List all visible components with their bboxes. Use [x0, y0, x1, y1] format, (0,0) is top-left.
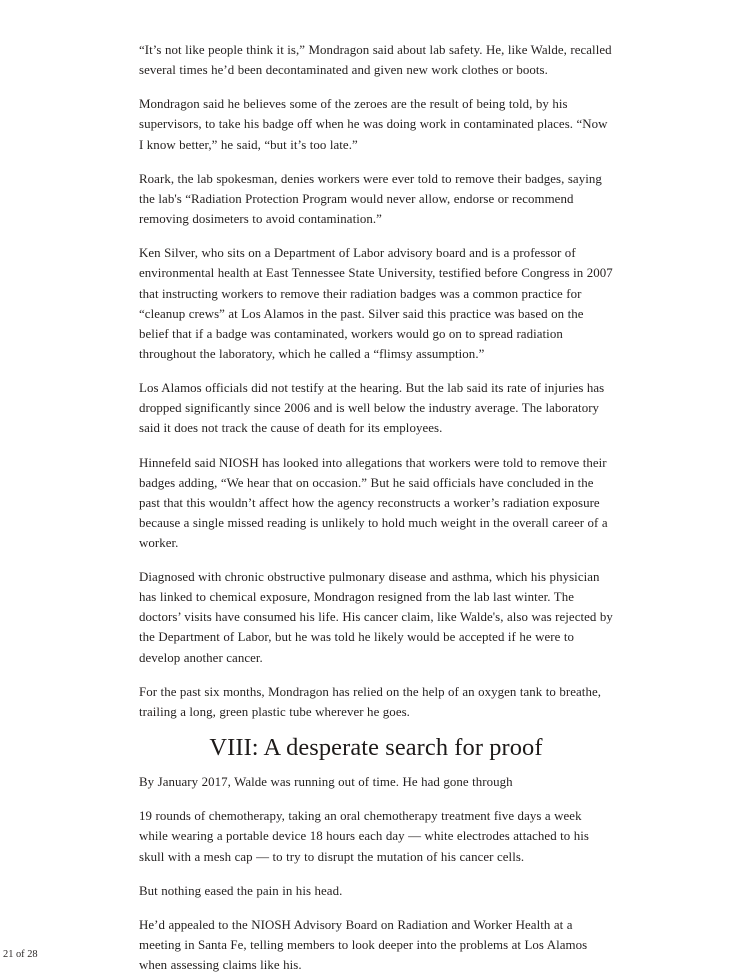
article-paragraph: Roark, the lab spokesman, denies workers were ever told to remove their badges, saying the lab's “Radiation Protection Program would never allow, endorse or recommend removing dosimeters to avoid contamination.”	[139, 171, 602, 227]
article-body	[139, 40, 613, 975]
article-paragraph: Hinnefeld said NIOSH has looked into allegations that workers were told to remove their badges adding, “We hear that on occasion.” But he said officials have concluded in the past that this wouldn’t affect how the agency reconstructs a worker’s radiation exposure because a single missed reading is unlikely to hold much weight in the overall career of a worker.	[139, 455, 608, 550]
article-paragraph: “It’s not like people think it is,” Mondragon said about lab safety. He, like Walde, recalled several times he’d been decontaminated and given new work clothes or boots.	[139, 43, 612, 78]
article-paragraph: Los Alamos officials did not testify at the hearing. But the lab said its rate of injuries has dropped significantly since 2006 and is well below the industry average. The laboratory said it does not track the cause of death for its employees.	[139, 381, 605, 436]
article-paragraph: But nothing eased the pain in his head.	[139, 883, 343, 898]
paragraph-group-before-heading	[139, 40, 613, 722]
section-heading: VIII: A desperate search for proof	[209, 734, 543, 762]
page-number-footer: 21 of 28	[3, 949, 38, 960]
article-paragraph: He’d appealed to the NIOSH Advisory Board on Radiation and Worker Health at a meeting in Santa Fe, telling members to look deeper into the problems at Los Alamos when assessing claims like his.	[139, 918, 588, 973]
article-paragraph: 19 rounds of chemotherapy, taking an oral chemotherapy treatment five days a week while wearing a portable device 18 hours each day — white electrodes attached to his skull with a mesh cap — to try to disrupt the mutation of his cancer cells.	[139, 809, 589, 864]
paragraph-group-after-heading	[139, 772, 613, 975]
article-paragraph: Ken Silver, who sits on a Department of Labor advisory board and is a professor of environmental health at East Tennessee State University, testified before Congress in 2007 that instructing workers to remove their radiation badges was a common practice for “cleanup crews” at Los Alamos in the past. Silver said this practice was based on the belief that if a badge was contaminated, workers would go on to spread radiation throughout the laboratory, which he called a “flimsy assumption.”	[139, 246, 613, 361]
article-paragraph: For the past six months, Mondragon has relied on the help of an oxygen tank to breathe, trailing a long, green plastic tube wherever he goes.	[139, 684, 602, 719]
article-paragraph: Diagnosed with chronic obstructive pulmonary disease and asthma, which his physician has linked to chemical exposure, Mondragon resigned from the lab last winter. The doctors’ visits have consumed his life. His cancer claim, like Walde's, also was rejected by the Department of Labor, but he was told he likely would be accepted if he were to develop another cancer.	[139, 570, 613, 665]
article-paragraph: By January 2017, Walde was running out of time. He had gone through	[139, 775, 513, 790]
article-paragraph: Mondragon said he believes some of the zeroes are the result of being told, by his supervisors, to take his badge off when he was doing work in contaminated places. “Now I know better,” he said, “but it’s too late.”	[139, 97, 608, 152]
